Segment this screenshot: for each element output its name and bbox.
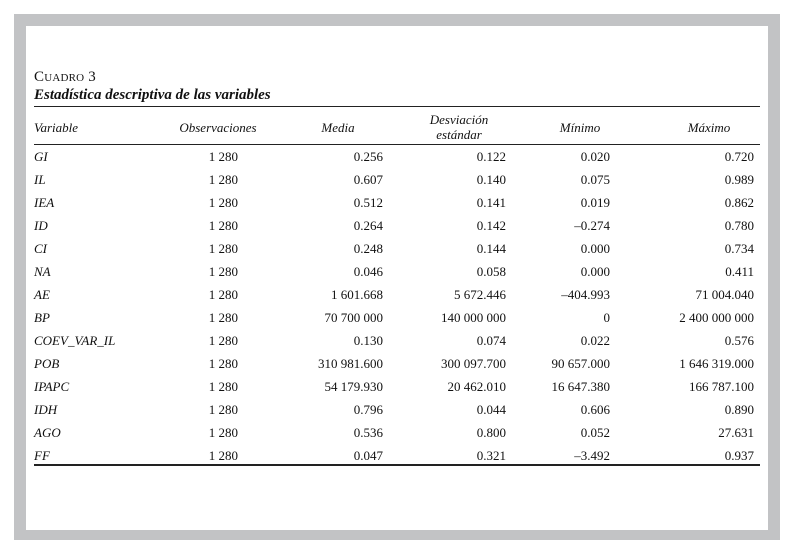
table-row (26, 379, 768, 402)
cell-variable: ID (34, 218, 48, 233)
cell-variable: IL (34, 172, 46, 187)
table-row (26, 149, 768, 172)
cell-mean: 0.256 (353, 149, 383, 164)
header-variable: Variable (34, 120, 79, 135)
header-max: Máximo (687, 120, 731, 135)
cell-variable: POB (34, 356, 60, 371)
table-row (26, 310, 768, 333)
cell-variable: GI (34, 149, 48, 164)
cell-mean: 0.130 (353, 333, 383, 348)
cell-min: 0.020 (580, 149, 610, 164)
cell-mean: 70 700 000 (324, 310, 383, 325)
cell-max: 0.411 (725, 264, 754, 279)
table-row (26, 287, 768, 310)
cell-observations: 1 280 (208, 195, 238, 210)
cell-min: 0.000 (580, 241, 610, 256)
cell-mean: 1 601.668 (331, 287, 383, 302)
cell-variable: AGO (34, 425, 61, 440)
table-row (26, 264, 768, 287)
cell-max: 0.937 (724, 448, 754, 463)
cell-observations: 1 280 (208, 172, 238, 187)
page-frame (14, 14, 780, 540)
table-row (26, 425, 768, 448)
cell-sd: 0.142 (476, 218, 506, 233)
cell-min: –0.274 (574, 218, 610, 233)
cell-sd: 0.800 (476, 425, 506, 440)
cell-min: 90 657.000 (551, 356, 610, 371)
header-sd-line2: estándar (436, 127, 482, 142)
table-top-rule (34, 106, 760, 107)
cell-sd: 0.144 (476, 241, 506, 256)
cell-max: 2 400 000 000 (679, 310, 754, 325)
header-sd (414, 112, 504, 142)
cell-variable: BP (34, 310, 50, 325)
table-bottom-rule (34, 464, 760, 466)
cell-max: 0.734 (724, 241, 754, 256)
cell-observations: 1 280 (208, 448, 238, 463)
cell-variable: IPAPC (34, 379, 70, 394)
cell-min: 0.075 (580, 172, 610, 187)
table-row (26, 172, 768, 195)
table-row (26, 448, 768, 471)
cell-mean: 0.264 (353, 218, 383, 233)
cell-observations: 1 280 (208, 287, 238, 302)
cell-min: 0.606 (580, 402, 610, 417)
cell-max: 166 787.100 (689, 379, 754, 394)
table-row (26, 218, 768, 241)
cell-max: 71 004.040 (695, 287, 754, 302)
cell-min: –3.492 (574, 448, 610, 463)
header-mean: Media (321, 120, 355, 135)
cell-min: 0.022 (580, 333, 610, 348)
cell-mean: 0.046 (353, 264, 383, 279)
cell-sd: 0.058 (476, 264, 506, 279)
cell-sd: 0.140 (476, 172, 506, 187)
header-sd-line1: Desviación (429, 112, 489, 127)
cell-mean: 0.248 (353, 241, 383, 256)
cell-sd: 0.141 (476, 195, 506, 210)
cell-observations: 1 280 (208, 149, 238, 164)
cell-max: 0.576 (724, 333, 754, 348)
cell-max: 27.631 (718, 425, 754, 440)
cell-variable: AE (34, 287, 50, 302)
cell-mean: 0.607 (353, 172, 383, 187)
cell-min: 0.019 (580, 195, 610, 210)
table-row (26, 333, 768, 356)
document-page (26, 26, 768, 530)
cell-min: 16 647.380 (551, 379, 610, 394)
cell-mean: 0.796 (353, 402, 383, 417)
cell-mean: 0.536 (353, 425, 383, 440)
cell-sd: 0.074 (476, 333, 506, 348)
table-row (26, 356, 768, 379)
cell-observations: 1 280 (208, 402, 238, 417)
cell-sd: 5 672.446 (454, 287, 506, 302)
cell-observations: 1 280 (208, 333, 238, 348)
cell-observations: 1 280 (208, 241, 238, 256)
table-header-rule (34, 144, 760, 145)
cell-observations: 1 280 (208, 310, 238, 325)
cell-mean: 0.047 (353, 448, 383, 463)
table-caption-title: Estadística descriptiva de las variables (34, 87, 271, 103)
cell-sd: 0.321 (476, 448, 506, 463)
cell-sd: 140 000 000 (441, 310, 506, 325)
table-caption-label: Cuadro 3 (34, 69, 96, 85)
cell-observations: 1 280 (208, 218, 238, 233)
table-row (26, 195, 768, 218)
cell-sd: 0.044 (476, 402, 506, 417)
header-min: Mínimo (559, 120, 601, 135)
cell-mean: 310 981.600 (318, 356, 383, 371)
cell-variable: FF (34, 448, 50, 463)
cell-variable: NA (34, 264, 51, 279)
cell-max: 0.720 (724, 149, 754, 164)
cell-min: 0.052 (580, 425, 610, 440)
cell-max: 0.989 (724, 172, 754, 187)
cell-sd: 0.122 (476, 149, 506, 164)
cell-observations: 1 280 (208, 264, 238, 279)
cell-mean: 0.512 (353, 195, 383, 210)
header-observations: Observaciones (179, 120, 257, 135)
cell-variable: IEA (34, 195, 55, 210)
cell-observations: 1 280 (208, 379, 238, 394)
cell-max: 0.862 (724, 195, 754, 210)
cell-max: 1 646 319.000 (679, 356, 754, 371)
cell-mean: 54 179.930 (324, 379, 383, 394)
cell-sd: 300 097.700 (441, 356, 506, 371)
cell-max: 0.890 (724, 402, 754, 417)
cell-observations: 1 280 (208, 425, 238, 440)
cell-min: 0 (603, 310, 610, 325)
table-row (26, 241, 768, 264)
cell-min: –404.993 (561, 287, 610, 302)
cell-max: 0.780 (724, 218, 754, 233)
cell-min: 0.000 (580, 264, 610, 279)
cell-variable: IDH (34, 402, 58, 417)
cell-variable: COEV_VAR_IL (34, 333, 116, 348)
table-row (26, 402, 768, 425)
cell-sd: 20 462.010 (447, 379, 506, 394)
cell-observations: 1 280 (208, 356, 238, 371)
cell-variable: CI (34, 241, 47, 256)
